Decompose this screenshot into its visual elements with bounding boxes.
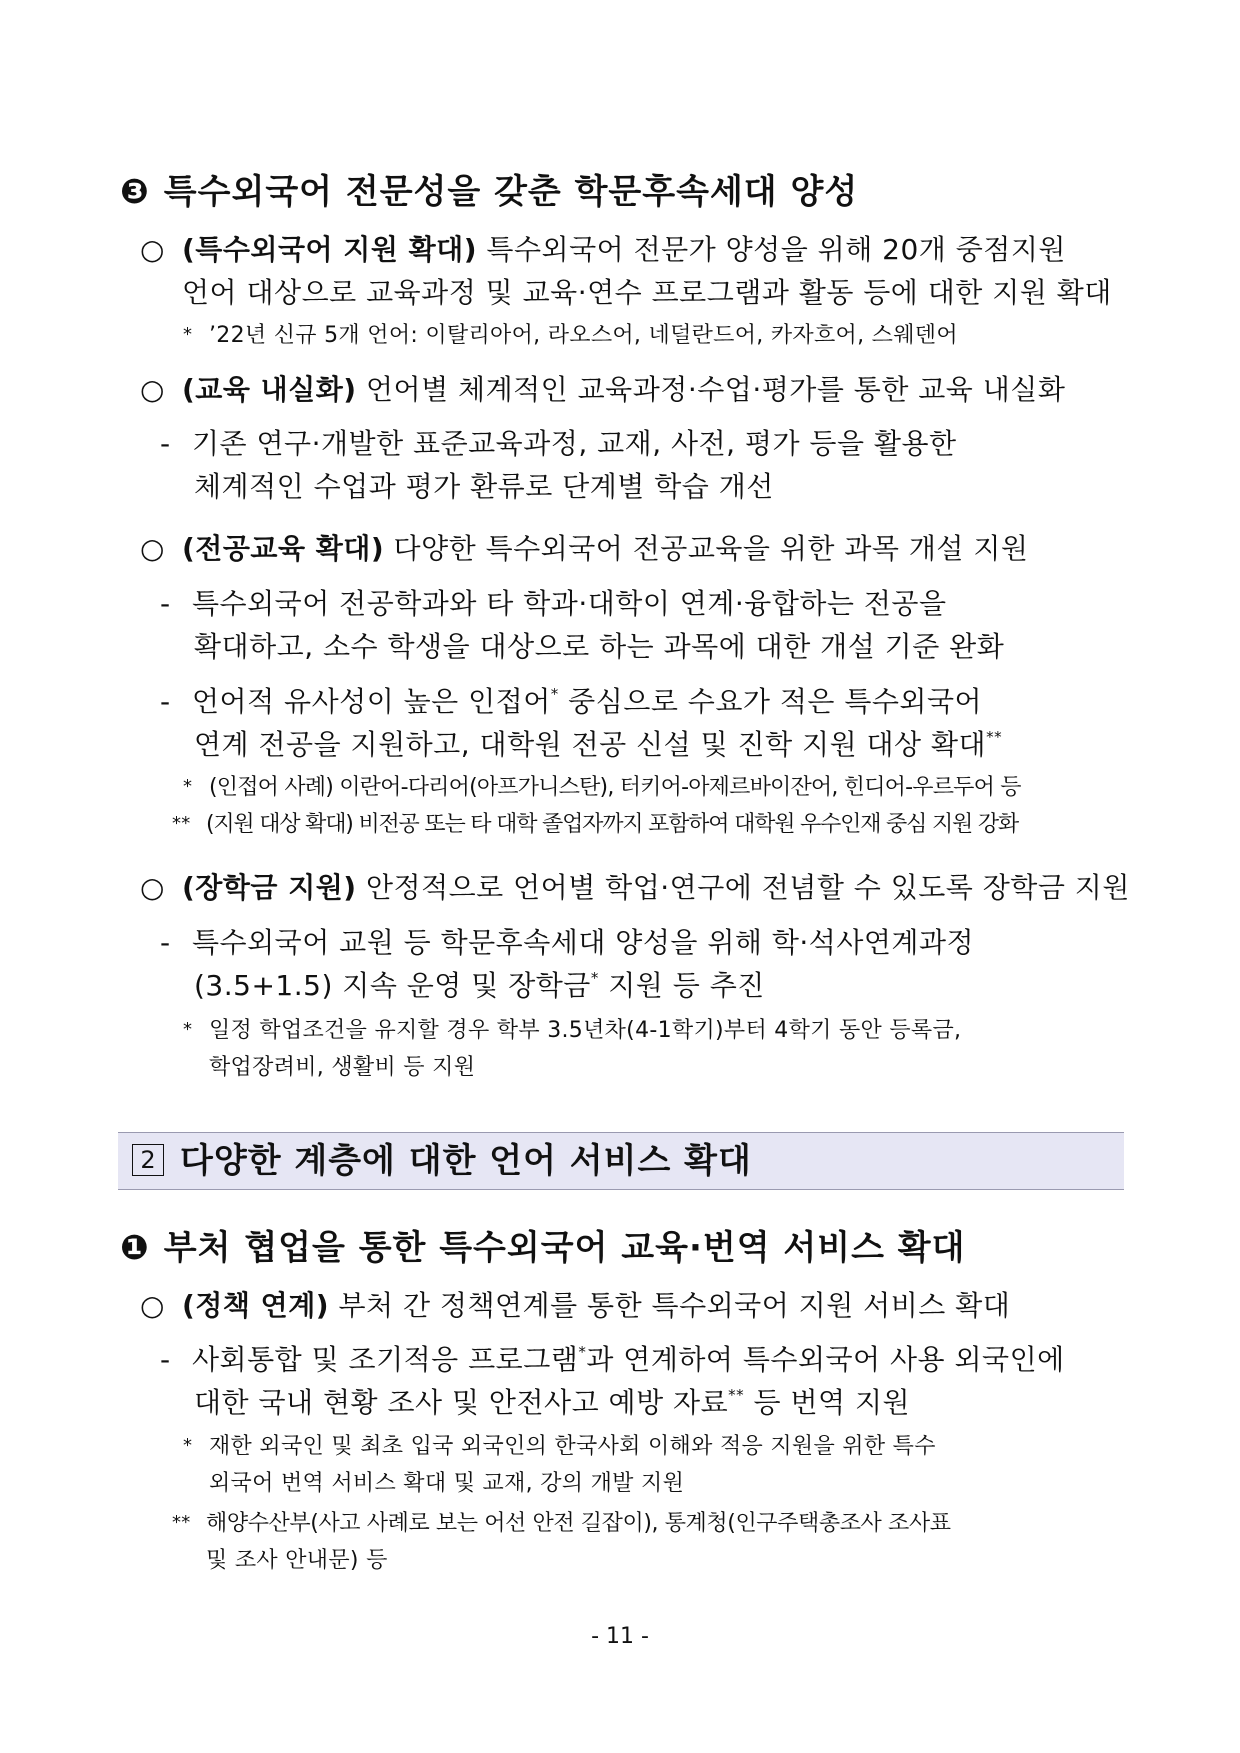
bullet-label: (전공교육 확대) <box>182 532 385 565</box>
bullet-policy-linkage <box>140 1286 1010 1326</box>
bullet-text: 특수외국어 전문가 양성을 위해 20개 중점지원 <box>477 233 1066 266</box>
dash-continuation <box>194 725 1002 765</box>
footnote <box>183 319 958 352</box>
dash-item <box>160 424 957 464</box>
dash-item <box>160 682 982 722</box>
dash-marker: - <box>160 685 171 718</box>
dash-continuation <box>194 1383 910 1423</box>
footnote <box>172 1507 951 1540</box>
footnote-ref: * <box>590 969 599 987</box>
dash-text: 언어적 유사성이 높은 인접어 <box>192 685 551 718</box>
heading-3 <box>120 170 858 214</box>
note-marker: * <box>183 324 193 345</box>
dash-text: 등 번역 지원 <box>744 1386 911 1419</box>
dash-item <box>160 923 974 963</box>
note-marker: * <box>183 776 193 797</box>
dash-continuation <box>194 966 765 1006</box>
bullet-education-enrichment <box>140 370 1065 410</box>
circle-marker: ○ <box>140 871 165 904</box>
note-marker: ** <box>172 813 191 834</box>
footnote-ref: ** <box>986 728 1003 746</box>
dash-marker: - <box>160 427 171 460</box>
dash-text: 대한 국내 현황 조사 및 안전사고 예방 자료 <box>194 1386 729 1419</box>
footnote <box>172 808 1018 841</box>
heading-3-number: ❸ <box>120 172 150 212</box>
note-text: 재한 외국인 및 최초 입국 외국인의 한국사회 이해와 적응 지원을 위한 특수 <box>209 1434 936 1459</box>
note-text: 해양수산부(사고 사례로 보는 어선 안전 길잡이), 통계청(인구주택총조사 조사표 <box>206 1511 951 1536</box>
heading-1 <box>120 1226 965 1270</box>
bullet-special-language-support <box>140 230 1066 270</box>
bullet-label: (정책 연계) <box>182 1289 330 1322</box>
footnote-ref: * <box>578 1343 587 1361</box>
circle-marker: ○ <box>140 373 165 406</box>
bullet-label: (교육 내실화) <box>182 373 357 406</box>
heading-1-number: ❶ <box>120 1228 150 1268</box>
note-text: ’22년 신규 5개 언어: 이탈리아어, 라오스어, 네덜란드어, 카자흐어, 스웨덴어 <box>209 323 958 348</box>
bullet-major-education <box>140 529 1028 569</box>
footnote <box>183 1430 936 1463</box>
section-number-box: 2 <box>132 1144 164 1176</box>
bullet-text: 다양한 특수외국어 전공교육을 위한 과목 개설 지원 <box>384 532 1029 565</box>
section-header-bar <box>118 1132 1124 1190</box>
bullet-scholarship <box>140 868 1130 908</box>
heading-1-title: 부처 협업을 통한 특수외국어 교육·번역 서비스 확대 <box>163 1228 966 1268</box>
footnote-continuation: 학업장려비, 생활비 등 지원 <box>209 1055 476 1080</box>
note-marker: ** <box>172 1512 191 1533</box>
dash-text: 과 연계하여 특수외국어 사용 외국인에 <box>586 1343 1065 1376</box>
bullet-label: (특수외국어 지원 확대) <box>182 233 478 266</box>
footnote <box>183 771 1021 804</box>
note-text: (지원 대상 확대) 비전공 또는 타 대학 졸업자까지 포함하여 대학원 우수인재 중심 지원 강화 <box>206 812 1018 837</box>
note-marker: * <box>183 1019 193 1040</box>
dash-text: 기존 연구·개발한 표준교육과정, 교재, 사전, 평가 등을 활용한 <box>192 427 957 460</box>
dash-text: (3.5+1.5) 지속 운영 및 장학금 <box>194 969 591 1002</box>
dash-text: 지원 등 추진 <box>598 969 765 1002</box>
heading-3-title: 특수외국어 전문성을 갖춘 학문후속세대 양성 <box>163 172 859 212</box>
footnote-ref: ** <box>728 1386 745 1404</box>
footnote <box>183 1014 961 1047</box>
footnote-ref: * <box>550 685 559 703</box>
note-text: 일정 학업조건을 유지할 경우 학부 3.5년차(4-1학기)부터 4학기 동안 등록금, <box>209 1018 962 1043</box>
bullet-continuation: 언어 대상으로 교육과정 및 교육·연수 프로그램과 활동 등에 대한 지원 확대 <box>182 276 1112 309</box>
dash-marker: - <box>160 926 171 959</box>
page-number: - 11 - <box>591 1624 649 1649</box>
note-text: (인접어 사례) 이란어-다리어(아프가니스탄), 터키어-아제르바이잔어, 힌디어-우르두어 등 <box>209 775 1021 800</box>
circle-marker: ○ <box>140 1289 165 1322</box>
dash-item <box>160 1340 1065 1380</box>
dash-text: 중심으로 수요가 적은 특수외국어 <box>558 685 983 718</box>
bullet-label: (장학금 지원) <box>182 871 357 904</box>
dash-marker: - <box>160 1343 171 1376</box>
dash-text: 사회통합 및 조기적응 프로그램 <box>192 1343 579 1376</box>
dash-continuation: 체계적인 수업과 평가 환류로 단계별 학습 개선 <box>194 470 774 503</box>
dash-marker: - <box>160 587 171 620</box>
bullet-text: 언어별 체계적인 교육과정·수업·평가를 통한 교육 내실화 <box>356 373 1066 406</box>
circle-marker: ○ <box>140 532 165 565</box>
dash-text: 특수외국어 전공학과와 타 학과·대학이 연계·융합하는 전공을 <box>192 587 947 620</box>
dash-continuation: 확대하고, 소수 학생을 대상으로 하는 과목에 대한 개설 기준 완화 <box>194 630 1005 663</box>
note-marker: * <box>183 1435 193 1456</box>
section-title: 다양한 계층에 대한 언어 서비스 확대 <box>180 1141 752 1181</box>
bullet-text: 부처 간 정책연계를 통한 특수외국어 지원 서비스 확대 <box>329 1289 1011 1322</box>
dash-item <box>160 584 947 624</box>
footnote-continuation: 및 조사 안내문) 등 <box>206 1548 388 1573</box>
dash-text: 연계 전공을 지원하고, 대학원 전공 신설 및 진학 지원 대상 확대 <box>194 728 987 761</box>
dash-text: 특수외국어 교원 등 학문후속세대 양성을 위해 학·석사연계과정 <box>192 926 975 959</box>
footnote-continuation: 외국어 번역 서비스 확대 및 교재, 강의 개발 지원 <box>209 1471 685 1496</box>
circle-marker: ○ <box>140 233 165 266</box>
bullet-text: 안정적으로 언어별 학업·연구에 전념할 수 있도록 장학금 지원 <box>356 871 1130 904</box>
